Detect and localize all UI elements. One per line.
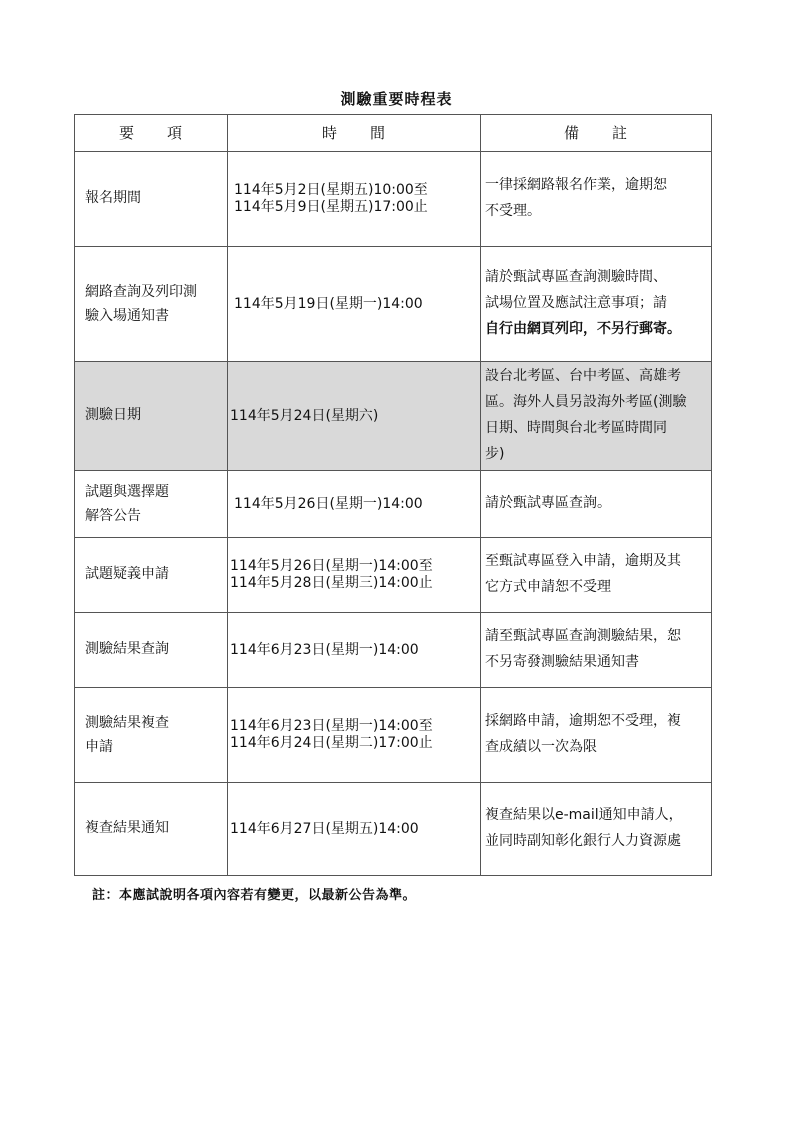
header-note: 備 註 [481,115,712,152]
table-row-answer-announcement [75,471,712,538]
note-cell [481,688,712,783]
note-cell [481,783,712,876]
note-text: 至甄試專區登入申請，逾期及其 [485,553,681,570]
note-cell [481,247,712,362]
item-text: 解答公告 [85,508,141,524]
time-text: 114年5月19日(星期一)14:00 [234,295,423,312]
item-text: 試題與選擇題 [85,483,169,500]
item-text: 報名期間 [85,190,141,207]
item-text: 驗入場通知書 [85,308,169,324]
note-text: 一律採網路報名作業，逾期恕 [485,177,667,194]
table-row-question-dispute [75,538,712,613]
table-row-result-query [75,613,712,688]
note-cell [481,362,712,471]
note-text: 設台北考區、台中考區、高雄考 [485,368,681,385]
time-text: 114年5月28日(星期三)14:00止 [230,575,433,591]
item-text: 網路查詢及列印測 [85,283,197,300]
item-cell [75,152,228,247]
note-text: 查成績以一次為限 [485,739,597,755]
table-header-row [75,115,712,152]
time-cell [228,471,481,538]
time-text: 114年6月24日(星期二)17:00止 [230,735,433,751]
time-text: 114年5月26日(星期一)14:00 [234,495,423,512]
note-text: 請至甄試專區查詢測驗結果，恕 [485,628,681,645]
time-text: 114年5月26日(星期一)14:00至 [230,558,433,575]
item-cell [75,688,228,783]
item-text: 測驗結果複查 [85,714,169,731]
time-cell [228,688,481,783]
table-row-admission-notice [75,247,712,362]
note-text: 請於甄試專區查詢。 [485,495,611,512]
item-text: 複查結果通知 [85,820,169,837]
item-text: 試題疑義申請 [85,566,169,583]
note-text: 區。海外人員另設海外考區(測驗 [485,394,687,411]
note-cell [481,471,712,538]
note-text: 試場位置及應試注意事項；請 [485,295,667,312]
note-cell [481,152,712,247]
footnote: 註：本應試說明各項內容若有變更，以最新公告為準。 [92,888,417,903]
time-text: 114年6月23日(星期一)14:00至 [230,718,433,735]
note-text: 不另寄發測驗結果通知書 [485,654,639,670]
note-text: 不受理。 [485,203,541,219]
note-text: 複查結果以e-mail通知申請人， [485,807,683,824]
time-cell [228,152,481,247]
time-cell [228,362,481,471]
note-text: 並同時副知彰化銀行人力資源處 [485,833,681,849]
item-cell [75,538,228,613]
note-cell [481,538,712,613]
note-text: 步) [485,445,505,462]
item-cell [75,471,228,538]
page-title: 測驗重要時程表 [340,90,453,108]
note-text: 採網路申請，逾期恕不受理，複 [485,713,681,730]
schedule-table [74,114,712,876]
item-text: 測驗日期 [85,407,141,424]
time-cell [228,783,481,876]
item-cell [75,362,228,471]
note-text-bold: 自行由網頁列印，不另行郵寄。 [485,320,681,337]
note-text: 它方式申請恕不受理 [485,579,611,595]
time-text: 114年6月27日(星期五)14:00 [230,820,419,837]
time-text: 114年5月2日(星期五)10:00至 [234,182,428,199]
item-cell [75,247,228,362]
item-cell [75,783,228,876]
time-text: 114年5月9日(星期五)17:00止 [234,199,428,215]
table-row-result-review [75,688,712,783]
item-text: 申請 [85,739,113,755]
time-cell [228,538,481,613]
item-cell [75,613,228,688]
note-text: 請於甄試專區查詢測驗時間、 [485,269,667,286]
item-text: 測驗結果查詢 [85,641,169,658]
table-row-exam-date [75,362,712,471]
time-text: 114年5月24日(星期六) [230,407,379,424]
header-item: 要 項 [75,115,228,152]
table-row-registration [75,152,712,247]
header-time: 時 間 [228,115,481,152]
note-text: 日期、時間與台北考區時間同 [485,420,667,436]
time-cell [228,247,481,362]
time-cell [228,613,481,688]
table-row-review-notification [75,783,712,876]
time-text: 114年6月23日(星期一)14:00 [230,641,419,658]
note-cell [481,613,712,688]
